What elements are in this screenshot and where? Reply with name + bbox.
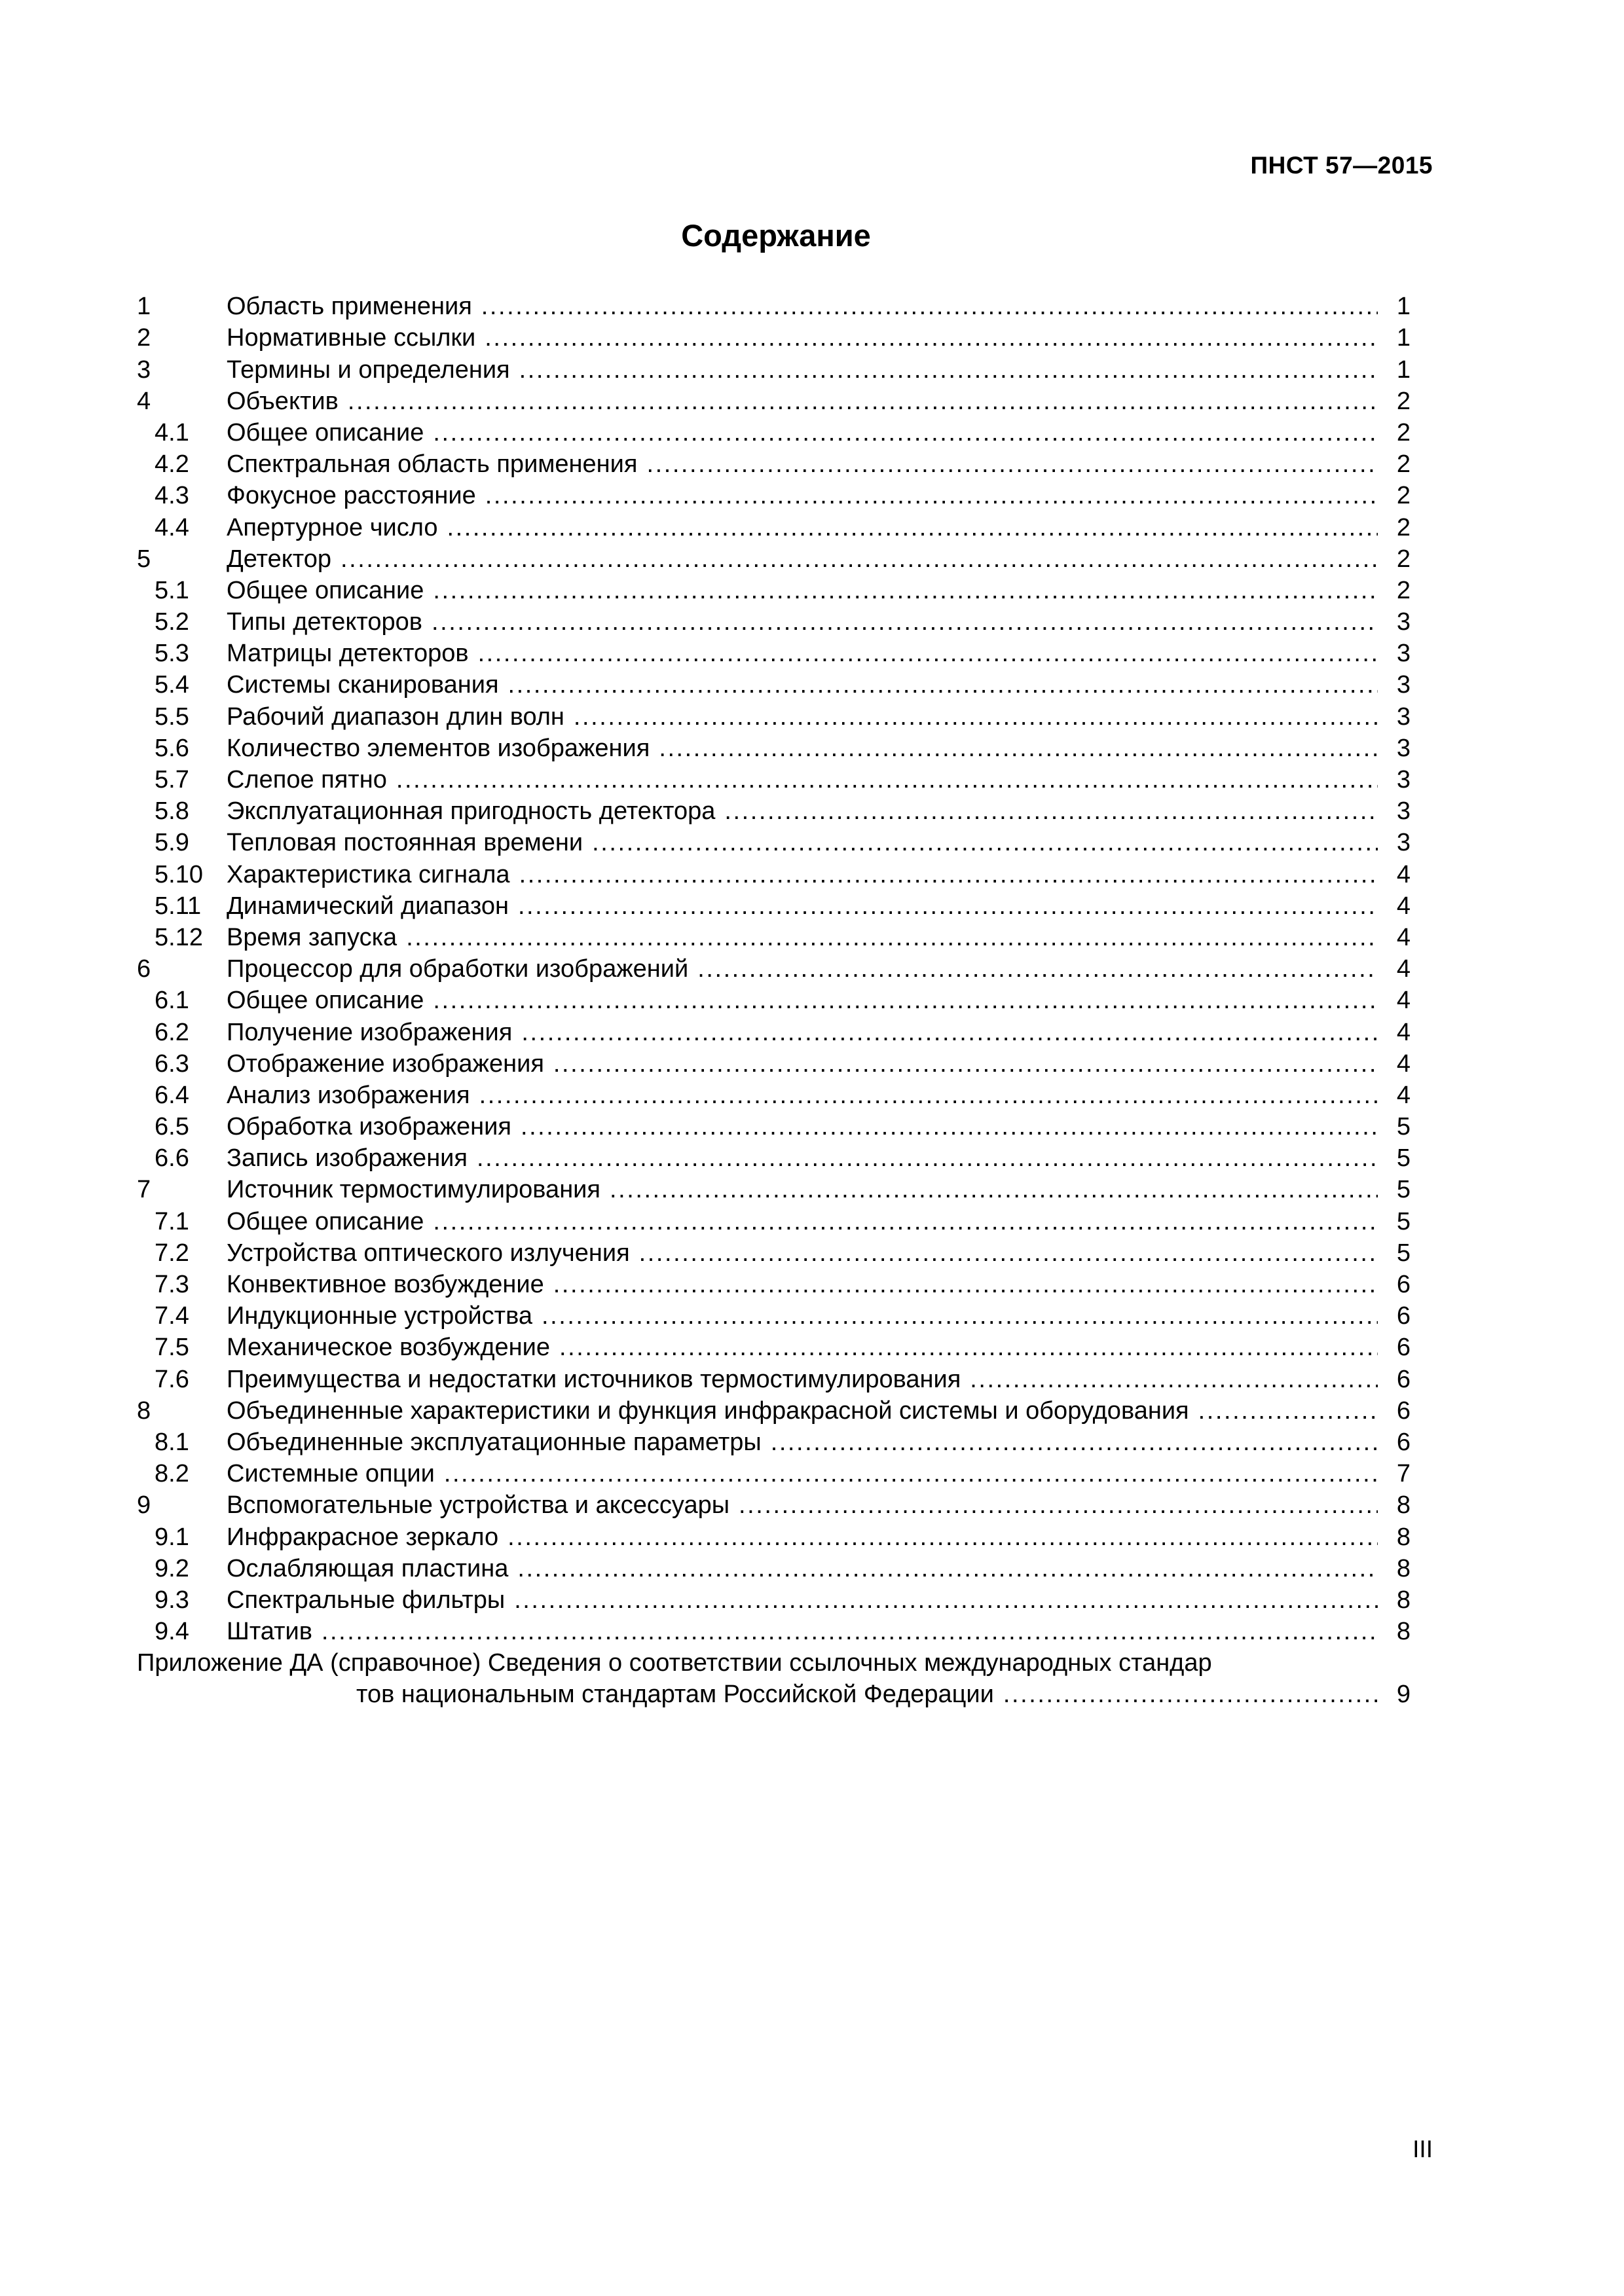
toc-dot-leader	[507, 1522, 1378, 1553]
toc-dot-leader	[341, 543, 1378, 575]
toc-entry[interactable]	[137, 1363, 1411, 1394]
toc-entry[interactable]	[137, 858, 1411, 890]
toc-entry-page: 3	[1396, 608, 1411, 636]
toc-dot-leader	[519, 354, 1378, 386]
toc-entry-page: 6	[1396, 1396, 1411, 1425]
toc-entry[interactable]	[137, 1111, 1411, 1142]
toc-entry-number: 5.4	[155, 671, 189, 699]
toc-entry[interactable]	[137, 638, 1411, 669]
toc-dot-leader	[485, 480, 1378, 511]
toc-entry[interactable]	[137, 1458, 1411, 1489]
toc-entry-number: 7.4	[155, 1302, 189, 1330]
toc-entry-number: 9.4	[155, 1618, 189, 1646]
toc-dot-leader	[514, 1584, 1378, 1616]
toc-entry-title: Источник термостимулирования	[227, 1176, 600, 1204]
toc-entry-number: 6.5	[155, 1113, 189, 1141]
toc-entry-title: Запись изображения	[227, 1144, 468, 1173]
toc-entry-number: 7	[137, 1176, 151, 1204]
toc-entry-title: Анализ изображения	[227, 1081, 470, 1109]
toc-entry[interactable]	[137, 322, 1411, 354]
toc-dot-leader	[433, 417, 1378, 448]
toc-appendix-page: 9	[1396, 1681, 1411, 1709]
toc-entry-title: Эксплуатационная пригодность детектора	[227, 797, 716, 826]
toc-entry-page: 1	[1396, 293, 1411, 321]
toc-entry-title: Время запуска	[227, 923, 397, 951]
toc-entry-title: Область применения	[227, 293, 472, 321]
toc-entry[interactable]	[137, 1584, 1411, 1616]
toc-appendix-title-line1: Приложение ДА (справочное) Сведения о соответствии ссылочных международных стандар	[137, 1649, 1212, 1677]
toc-entry-number: 5.5	[155, 702, 189, 731]
toc-dot-leader	[444, 1458, 1378, 1489]
toc-entry-number: 5.10	[155, 860, 203, 888]
toc-entry-page: 4	[1396, 1081, 1411, 1109]
toc-entry-title: Характеристика сигнала	[227, 860, 510, 888]
toc-entry-page: 3	[1396, 671, 1411, 699]
toc-entry-title: Матрицы детекторов	[227, 640, 469, 668]
toc-dot-leader	[771, 1427, 1378, 1458]
toc-entry-page: 3	[1396, 797, 1411, 826]
toc-entry[interactable]	[137, 1427, 1411, 1458]
toc-entry[interactable]	[137, 1300, 1411, 1332]
toc-dot-leader	[518, 890, 1378, 922]
toc-entry-number: 5.11	[155, 892, 202, 920]
toc-entry-title: Конвективное возбуждение	[227, 1271, 544, 1298]
toc-entry-page: 3	[1396, 829, 1411, 857]
toc-entry-number: 4.1	[155, 418, 189, 446]
toc-entry-title: Нормативные ссылки	[227, 324, 476, 352]
toc-entry-title: Индукционные устройства	[227, 1302, 532, 1330]
toc-entry-title: Объектив	[227, 387, 339, 415]
toc-entry-title: Устройства оптического излучения	[227, 1239, 630, 1267]
toc-entry-title: Механическое возбуждение	[227, 1334, 550, 1362]
toc-entry[interactable]	[137, 511, 1411, 543]
toc-entry[interactable]	[137, 1521, 1411, 1552]
toc-entry-title: Обработка изображения	[227, 1113, 511, 1141]
toc-entry-number: 6.4	[155, 1081, 189, 1109]
toc-entry[interactable]	[137, 480, 1411, 511]
toc-dot-leader	[1198, 1395, 1378, 1427]
toc-entry-title: Процессор для обработки изображений	[227, 955, 689, 983]
toc-entry-number: 8	[137, 1396, 151, 1425]
toc-entry-page: 4	[1396, 1018, 1411, 1046]
toc-entry-number: 4	[137, 387, 151, 415]
toc-entry-page: 4	[1396, 923, 1411, 951]
toc-entry-title: Детектор	[227, 545, 332, 573]
toc-entry-page: 2	[1396, 387, 1411, 415]
toc-dot-leader	[639, 1237, 1378, 1269]
toc-entry[interactable]	[137, 291, 1411, 322]
toc-entry-number: 8.1	[155, 1428, 189, 1456]
toc-dot-leader	[433, 985, 1378, 1016]
toc-entry-number: 2	[137, 324, 151, 352]
toc-entry-page: 1	[1396, 324, 1411, 352]
toc-entry-title: Спектральная область применения	[227, 450, 638, 479]
toc-entry-title: Количество элементов изображения	[227, 734, 650, 762]
toc-entry-number: 9.3	[155, 1586, 189, 1614]
toc-entry-title: Общее описание	[227, 987, 424, 1015]
toc-entry-page: 2	[1396, 513, 1411, 541]
toc-entry-page: 2	[1396, 450, 1411, 479]
toc-entry[interactable]	[137, 606, 1411, 638]
toc-entry-title: Рабочий диапазон длин волн	[227, 702, 564, 731]
toc-entry[interactable]	[137, 922, 1411, 953]
toc-entry-page: 6	[1396, 1428, 1411, 1456]
toc-dot-leader	[478, 638, 1378, 669]
toc-dot-leader	[322, 1616, 1378, 1647]
toc-entry-page: 8	[1396, 1618, 1411, 1646]
toc-dot-leader	[433, 575, 1378, 606]
toc-dot-leader	[592, 827, 1378, 858]
toc-dot-leader	[559, 1332, 1378, 1363]
toc-entry[interactable]	[137, 1489, 1411, 1521]
toc-entry[interactable]	[137, 1332, 1411, 1363]
document-code: ПНСТ 57—2015	[1250, 152, 1433, 179]
toc-entry-number: 4.4	[155, 513, 189, 541]
toc-appendix-entry-continued[interactable]	[137, 1679, 1411, 1710]
toc-entry[interactable]	[137, 417, 1411, 448]
toc-entry-page: 5	[1396, 1144, 1411, 1173]
toc-entry-page: 7	[1396, 1460, 1411, 1488]
toc-dot-leader	[432, 606, 1378, 638]
toc-entry[interactable]	[137, 543, 1411, 575]
toc-entry-title: Фокусное расстояние	[227, 482, 476, 510]
toc-entry-page: 3	[1396, 702, 1411, 731]
toc-entry[interactable]	[137, 1616, 1411, 1647]
table-of-contents	[137, 291, 1411, 1710]
toc-entry-title: Получение изображения	[227, 1018, 513, 1046]
toc-entry-title: Термины и определения	[227, 355, 510, 384]
toc-dot-leader	[1003, 1679, 1378, 1710]
toc-entry-page: 4	[1396, 892, 1411, 920]
toc-entry-title: Инфракрасное зеркало	[227, 1523, 499, 1551]
toc-entry-number: 5	[137, 545, 151, 573]
page-number: III	[1412, 2136, 1433, 2162]
toc-entry-page: 6	[1396, 1271, 1411, 1298]
toc-entry-page: 4	[1396, 987, 1411, 1015]
toc-entry-title: Объединенные характеристики и функция инфракрасной системы и оборудования	[227, 1396, 1189, 1425]
toc-entry-title: Общее описание	[227, 418, 424, 446]
toc-dot-leader	[553, 1269, 1378, 1300]
toc-entry-title: Типы детекторов	[227, 608, 422, 636]
toc-entry[interactable]	[137, 354, 1411, 385]
toc-entry[interactable]	[137, 1269, 1411, 1300]
toc-entry-page: 6	[1396, 1302, 1411, 1330]
toc-entry-title: Преимущества и недостатки источников термостимулирования	[227, 1365, 961, 1393]
toc-entry-page: 5	[1396, 1207, 1411, 1235]
toc-entry-number: 5.9	[155, 829, 189, 857]
toc-dot-leader	[406, 922, 1378, 953]
toc-entry-number: 5.3	[155, 640, 189, 668]
toc-entry[interactable]	[137, 985, 1411, 1016]
toc-entry-page: 5	[1396, 1176, 1411, 1204]
toc-entry-number: 1	[137, 293, 151, 321]
toc-dot-leader	[970, 1364, 1378, 1395]
toc-entry-page: 6	[1396, 1365, 1411, 1393]
toc-entry-number: 9.1	[155, 1523, 189, 1551]
toc-entry[interactable]	[137, 890, 1411, 922]
toc-entry-page: 4	[1396, 860, 1411, 888]
toc-dot-leader	[610, 1174, 1378, 1205]
toc-entry[interactable]	[137, 575, 1411, 606]
toc-entry-title: Ослабляющая пластина	[227, 1554, 509, 1582]
toc-dot-leader	[542, 1300, 1378, 1332]
toc-entry-number: 5.7	[155, 766, 189, 793]
toc-entry-page: 3	[1396, 640, 1411, 668]
toc-dot-leader	[724, 795, 1378, 827]
toc-dot-leader	[479, 1080, 1378, 1111]
toc-entry-number: 9.2	[155, 1554, 189, 1582]
toc-entry-title: Общее описание	[227, 1207, 424, 1235]
toc-entry-page: 8	[1396, 1523, 1411, 1551]
toc-entry[interactable]	[137, 1142, 1411, 1174]
toc-entry-number: 6.1	[155, 987, 189, 1015]
toc-entry-number: 5.6	[155, 734, 189, 762]
toc-appendix-title-line2: тов национальным стандартам Российской Федерации	[356, 1681, 994, 1709]
toc-entry-title: Объединенные эксплуатационные параметры	[227, 1428, 762, 1456]
toc-dot-leader	[519, 859, 1378, 890]
toc-appendix-entry[interactable]	[137, 1647, 1411, 1679]
toc-entry-page: 2	[1396, 576, 1411, 604]
toc-dot-leader	[348, 386, 1378, 417]
toc-entry-number: 7.3	[155, 1271, 189, 1298]
toc-dot-leader	[517, 1553, 1378, 1584]
toc-entry-number: 6.6	[155, 1144, 189, 1173]
toc-entry-number: 6	[137, 955, 151, 983]
toc-entry-title: Системы сканирования	[227, 671, 499, 699]
toc-dot-leader	[521, 1017, 1378, 1048]
toc-entry-title: Тепловая постоянная времени	[227, 829, 583, 857]
toc-dot-leader	[574, 701, 1378, 733]
toc-entry-title: Спектральные фильтры	[227, 1586, 506, 1614]
toc-entry-page: 3	[1396, 734, 1411, 762]
toc-entry-number: 4.2	[155, 450, 189, 479]
toc-entry-number: 3	[137, 355, 151, 384]
toc-entry[interactable]	[137, 827, 1411, 858]
toc-entry-title: Общее описание	[227, 576, 424, 604]
toc-entry-page: 2	[1396, 482, 1411, 510]
toc-entry[interactable]	[137, 448, 1411, 480]
toc-entry-title: Динамический диапазон	[227, 892, 509, 920]
toc-heading: Содержание	[681, 218, 871, 253]
toc-entry-number: 6.3	[155, 1049, 189, 1078]
toc-entry-number: 4.3	[155, 482, 189, 510]
toc-entry-title: Вспомогательные устройства и аксессуары	[227, 1491, 730, 1520]
toc-entry-page: 6	[1396, 1334, 1411, 1362]
toc-entry[interactable]	[137, 1553, 1411, 1584]
toc-dot-leader	[396, 764, 1378, 795]
toc-entry[interactable]	[137, 701, 1411, 732]
toc-entry-page: 4	[1396, 955, 1411, 983]
toc-dot-leader	[553, 1048, 1378, 1080]
toc-dot-leader	[433, 1206, 1378, 1237]
toc-entry[interactable]	[137, 669, 1411, 701]
toc-entry[interactable]	[137, 764, 1411, 795]
toc-entry[interactable]	[137, 386, 1411, 417]
toc-entry-page: 1	[1396, 355, 1411, 384]
toc-entry-number: 7.6	[155, 1365, 189, 1393]
toc-entry-number: 8.2	[155, 1460, 189, 1488]
toc-dot-leader	[646, 448, 1378, 480]
toc-entry-number: 6.2	[155, 1018, 189, 1046]
toc-entry-page: 5	[1396, 1113, 1411, 1141]
toc-entry-number: 7.5	[155, 1334, 189, 1362]
toc-entry-page: 8	[1396, 1586, 1411, 1614]
toc-entry[interactable]	[137, 1395, 1411, 1427]
toc-entry-number: 5.1	[155, 576, 189, 604]
toc-entry-page: 5	[1396, 1239, 1411, 1267]
toc-entry-title: Системные опции	[227, 1460, 435, 1488]
toc-dot-leader	[659, 733, 1378, 764]
toc-entry-title: Апертурное число	[227, 513, 438, 541]
toc-entry[interactable]	[137, 1205, 1411, 1237]
toc-entry-page: 2	[1396, 418, 1411, 446]
toc-entry-number: 5.2	[155, 608, 189, 636]
toc-entry-title: Слепое пятно	[227, 766, 387, 793]
toc-dot-leader	[481, 291, 1378, 322]
toc-entry[interactable]	[137, 953, 1411, 985]
toc-entry-number: 7.2	[155, 1239, 189, 1267]
toc-entry[interactable]	[137, 733, 1411, 764]
toc-dot-leader	[697, 953, 1378, 985]
toc-entry-number: 5.8	[155, 797, 189, 826]
toc-entry[interactable]	[137, 1016, 1411, 1048]
toc-entry-number: 7.1	[155, 1207, 189, 1235]
toc-entry-page: 2	[1396, 545, 1411, 573]
toc-entry[interactable]	[137, 1174, 1411, 1205]
toc-entry-page: 8	[1396, 1491, 1411, 1520]
toc-entry-title: Штатив	[227, 1618, 312, 1646]
toc-entry[interactable]	[137, 1048, 1411, 1080]
toc-entry-number: 5.12	[155, 923, 203, 951]
toc-entry-title: Отображение изображения	[227, 1049, 544, 1078]
toc-dot-leader	[447, 512, 1378, 543]
toc-dot-leader	[508, 669, 1378, 701]
toc-dot-leader	[739, 1489, 1378, 1521]
toc-entry[interactable]	[137, 1080, 1411, 1111]
toc-entry-page: 4	[1396, 1049, 1411, 1078]
toc-entry-page: 8	[1396, 1554, 1411, 1582]
toc-dot-leader	[485, 322, 1378, 354]
toc-dot-leader	[477, 1142, 1378, 1174]
toc-entry[interactable]	[137, 1237, 1411, 1269]
toc-entry-page: 3	[1396, 766, 1411, 793]
toc-entry[interactable]	[137, 795, 1411, 827]
toc-entry-number: 9	[137, 1491, 151, 1520]
toc-dot-leader	[521, 1111, 1378, 1142]
